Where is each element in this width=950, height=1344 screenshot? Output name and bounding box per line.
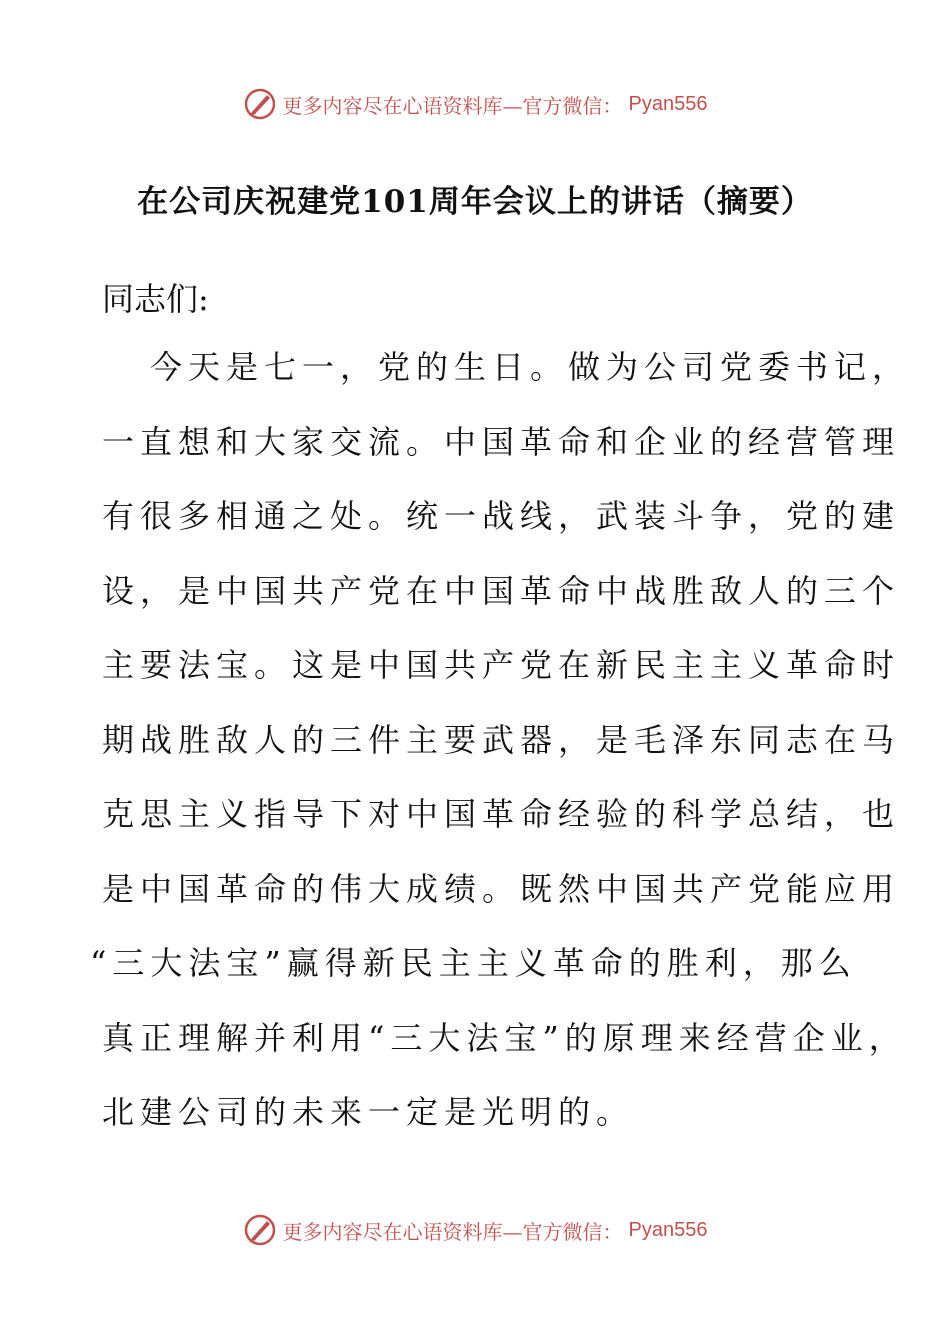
body-line: 真正理解并利用“三大法宝”的原理来经营企业， xyxy=(102,1018,907,1057)
body-line: 主要法宝。这是中国共产党在新民主主义革命时 xyxy=(102,646,901,684)
body-line: 有很多相通之处。统一战线，武装斗争，党的建 xyxy=(102,497,901,535)
pen-logo-icon xyxy=(243,87,277,121)
document-title: 在公司庆祝建党101周年会议上的讲话（摘要） xyxy=(137,184,813,220)
footer-watermark xyxy=(0,1210,950,1250)
body-line: 克思主义指导下对中国革命经验的科学总结，也 xyxy=(102,795,901,833)
body-line: 期战胜敌人的三件主要武器，是毛泽东同志在马 xyxy=(102,720,901,759)
watermark-wechat-id: Pyan556 xyxy=(628,1218,708,1241)
body-line: 北建公司的未来一定是光明的。 xyxy=(102,1093,635,1131)
body-line: “三大法宝”赢得新民主主义革命的胜利，那么 xyxy=(90,944,857,982)
header-watermark xyxy=(0,84,950,124)
greeting: 同志们: xyxy=(102,280,209,318)
body-line: 一直想和大家交流。中国革命和企业的经营管理 xyxy=(102,422,901,461)
body-line: 是中国革命的伟大成绩。既然中国共产党能应用 xyxy=(102,869,901,908)
watermark-text: 更多内容尽在心语资料库—官方微信： xyxy=(282,1219,623,1244)
watermark-text: 更多内容尽在心语资料库—官方微信： xyxy=(282,93,623,118)
pen-logo-icon xyxy=(243,1213,277,1247)
body-line: 今天是七一，党的生日。做为公司党委书记， xyxy=(150,348,911,386)
watermark-wechat-id: Pyan556 xyxy=(628,92,708,115)
body-paragraph xyxy=(90,330,911,1150)
body-line: 设，是中国共产党在中国革命中战胜敌人的三个 xyxy=(102,571,901,610)
